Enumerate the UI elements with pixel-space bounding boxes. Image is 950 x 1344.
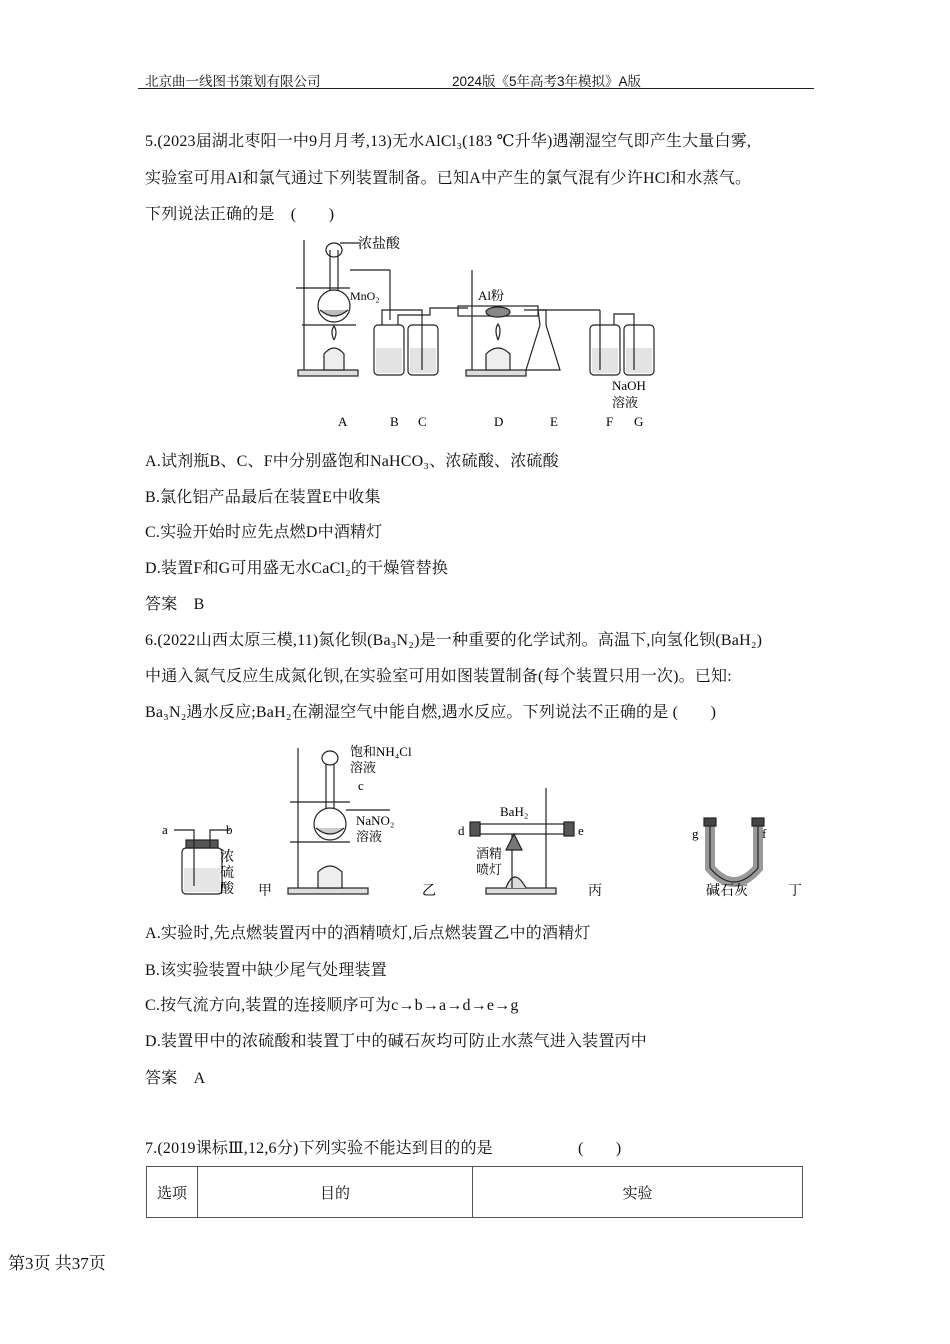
q6-label-bing: 丙	[588, 884, 602, 899]
q6-label-nh4cl: 饱和NH₄Cl	[350, 744, 412, 759]
q5-label-conc-hcl: 浓盐酸	[358, 237, 400, 252]
q6-answer: 答案 A	[145, 1070, 206, 1087]
q6-stem-line1: 6.(2022山西太原三模,11)氮化钡(Ba₃N₂)是一种重要的化学试剂。高温下,向氢化钡(BaH₂)	[145, 632, 763, 649]
q5-label-a: A	[338, 414, 348, 429]
q6-option-c: C.按气流方向,装置的连接顺序可为c→b→a→d→e→g	[145, 997, 519, 1014]
q5-label-b: B	[390, 414, 399, 429]
q5-option-a: A.试剂瓶B、C、F中分别盛饱和NaHCO₃、浓硫酸、浓硫酸	[145, 453, 559, 470]
q5-stem-line2: 实验室可用Al和氯气通过下列装置制备。已知A中产生的氯气混有少许HCl和水蒸气。	[145, 170, 752, 187]
q6-label-a: a	[162, 822, 168, 837]
q5-stem-line1: 5.(2023届湖北枣阳一中9月月考,13)无水AlCl₃(183 ℃升华)遇潮湿空气即产生大量白雾,	[145, 133, 752, 150]
q5-label-g: G	[634, 414, 644, 429]
q5-option-b: B.氯化铝产品最后在装置E中收集	[145, 489, 381, 506]
q6-label-h2so4-3: 酸	[220, 882, 234, 897]
q5-label-c: C	[418, 414, 427, 429]
q6-label-bah2: BaH₂	[500, 804, 529, 819]
q7-stem: 7.(2019课标Ⅲ,12,6分)下列实验不能达到目的的是	[145, 1140, 493, 1157]
q6-label-jia: 甲	[258, 884, 272, 899]
q5-stem-line3: 下列说法正确的是 ( )	[145, 206, 335, 223]
q5-answer: 答案 B	[145, 596, 205, 613]
q6-label-lamp1: 酒精	[476, 846, 503, 861]
q6-label-g: g	[692, 826, 699, 841]
q6-label-nano2-solution: 溶液	[356, 829, 383, 844]
q5-label-solution: 溶液	[612, 395, 639, 410]
q5-label-f: F	[606, 414, 614, 429]
q6-label-h2so4-2: 硫	[220, 866, 234, 881]
q6-option-d: D.装置甲中的浓硫酸和装置丁中的碱石灰均可防止水蒸气进入装置丙中	[145, 1033, 647, 1050]
q6-stem-line2: 中通入氮气反应生成氮化钡,在实验室可用如图装置制备(每个装置只用一次)。已知:	[145, 668, 732, 685]
q6-label-yi: 乙	[422, 884, 436, 899]
q6-label-e: e	[578, 823, 584, 838]
table-header-purpose: 目的	[198, 1167, 473, 1218]
q6-label-soda-lime: 碱石灰	[706, 884, 748, 899]
q6-label-d: d	[458, 823, 465, 838]
q5-label-d: D	[494, 414, 504, 429]
q7-answer-bracket: ( )	[578, 1140, 622, 1157]
header-rule	[138, 88, 814, 89]
q5-option-d: D.装置F和G可用盛无水CaCl₂的干燥管替换	[145, 560, 449, 577]
q5-label-mno2: MnO₂	[350, 289, 380, 303]
header-company: 北京曲一线图书策划有限公司	[145, 74, 321, 89]
q7-options-table	[146, 1166, 803, 1218]
q6-label-b: b	[226, 822, 233, 837]
q6-label-h2so4-1: 浓	[220, 850, 234, 865]
q6-option-b: B.该实验装置中缺少尾气处理装置	[145, 962, 387, 979]
q6-label-lamp2: 喷灯	[476, 862, 503, 877]
q5-apparatus-figure	[290, 230, 670, 435]
q6-label-nano2: NaNO₂	[356, 813, 395, 828]
q6-label-ding: 丁	[788, 884, 802, 899]
q5-label-al-powder: Al粉	[478, 288, 505, 303]
q6-label-nh4cl-solution: 溶液	[350, 760, 377, 775]
header-book-title: 2024版《5年高考3年模拟》A版	[452, 74, 642, 89]
q5-label-e: E	[550, 414, 558, 429]
page-number: 第3页 共37页	[8, 1254, 106, 1273]
q6-apparatus-figure	[150, 738, 810, 903]
q6-label-f: f	[762, 826, 767, 841]
table-header-experiment: 实验	[473, 1167, 803, 1218]
table-header-option: 选项	[147, 1167, 198, 1218]
q6-option-a: A.实验时,先点燃装置丙中的酒精喷灯,后点燃装置乙中的酒精灯	[145, 925, 591, 942]
q5-option-c: C.实验开始时应先点燃D中酒精灯	[145, 524, 383, 541]
q5-label-naoh: NaOH	[612, 378, 646, 393]
q6-label-c: c	[358, 778, 364, 793]
table-row	[147, 1167, 803, 1218]
q6-stem-line3: Ba₃N₂遇水反应;BaH₂在潮湿空气中能自燃,遇水反应。下列说法不正确的是 ( )	[145, 704, 717, 721]
